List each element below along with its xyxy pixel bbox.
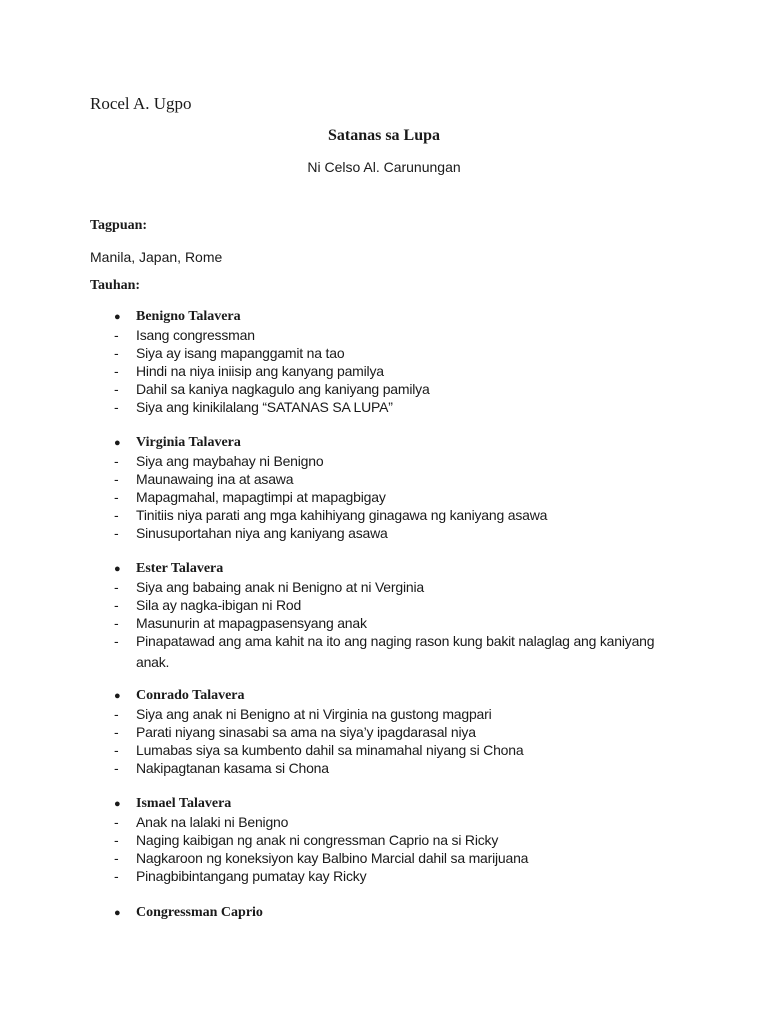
document-byline: Ni Celso Al. Carunungan [307, 159, 461, 175]
character-trait: - Nagkaroon ng koneksiyon kay Balbino Marcial dahil sa marijuana [114, 850, 529, 866]
character-name: ● Virginia Talavera [114, 435, 241, 450]
character-name: ● Ester Talavera [114, 561, 224, 576]
dash-icon: - [114, 706, 119, 722]
dash-icon: - [114, 868, 119, 884]
document-title: Satanas sa Lupa [327, 127, 441, 144]
character-trait: - Dahil sa kaniya nagkagulo ang kaniyang pamilya [114, 381, 430, 397]
character-trait: - Parati niyang sinasabi sa ama na siya’y ipagdarasal niya [114, 724, 476, 740]
character-trait: - Naging kaibigan ng anak ni congressman Caprio na si Ricky [114, 832, 499, 848]
dash-icon: - [114, 363, 119, 379]
dash-icon: - [114, 345, 119, 361]
character-trait: - Hindi na niya iniisip ang kanyang pamilya [114, 363, 384, 379]
character-trait: - Sinusuportahan niya ang kaniyang asawa [114, 525, 388, 541]
bullet-icon: ● [114, 907, 121, 919]
character-trait: - Siya ay isang mapanggamit na tao [114, 345, 345, 361]
bullet-icon: ● [114, 311, 121, 323]
dash-icon: - [114, 399, 119, 415]
dash-icon: - [114, 742, 119, 758]
dash-icon: - [114, 489, 119, 505]
character-trait: - Masunurin at mapagpasensyang anak [114, 615, 367, 631]
character-trait: - Pinagbibintangang pumatay kay Ricky [114, 868, 367, 884]
tauhan-label: Tauhan: [90, 278, 141, 293]
bullet-icon: ● [114, 563, 121, 575]
dash-icon: - [114, 453, 119, 469]
character-trait: - Pinapatawad ang ama kahit na ito ang naging rason kung bakit nalaglag ang kaniyang anak. [114, 633, 655, 670]
character-trait: - Sila ay nagka-ibigan ni Rod [114, 597, 302, 613]
dash-icon: - [114, 507, 119, 523]
character-name: ● Ismael Talavera [114, 796, 232, 811]
character-name: ● Benigno Talavera [114, 309, 241, 324]
character-trait: - Maunawaing ina at asawa [114, 471, 294, 487]
character-trait: - Siya ang kinikilalang “SATANAS SA LUPA” [114, 399, 393, 415]
dash-icon: - [114, 525, 119, 541]
character-trait: - Siya ang babaing anak ni Benigno at ni Verginia [114, 579, 424, 595]
bullet-icon: ● [114, 437, 121, 449]
dash-icon: - [114, 850, 119, 866]
dash-icon: - [114, 760, 119, 776]
dash-icon: - [114, 381, 119, 397]
author-name: Rocel A. Ugpo [90, 94, 192, 113]
dash-icon: - [114, 814, 119, 830]
dash-icon: - [114, 579, 119, 595]
dash-icon: - [114, 832, 119, 848]
dash-icon: - [114, 471, 119, 487]
character-name: ● Congressman Caprio [114, 905, 263, 920]
character-trait: - Tinitiis niya parati ang mga kahihiyang ginagawa ng kaniyang asawa [114, 507, 548, 523]
character-trait: - Siya ang maybahay ni Benigno [114, 453, 324, 469]
character-trait: - Siya ang anak ni Benigno at ni Virginia na gustong magpari [114, 706, 492, 722]
character-trait: - Lumabas siya sa kumbento dahil sa minamahal niyang si Chona [114, 742, 524, 758]
character-trait: - Anak na lalaki ni Benigno [114, 814, 289, 830]
character-trait: - Isang congressman [114, 327, 255, 343]
tagpuan-label: Tagpuan: [90, 218, 148, 233]
dash-icon: - [114, 615, 119, 631]
dash-icon: - [114, 724, 119, 740]
character-trait: - Nakipagtanan kasama si Chona [114, 760, 329, 776]
dash-icon: - [114, 327, 119, 343]
bullet-icon: ● [114, 798, 121, 810]
tagpuan-value: Manila, Japan, Rome [90, 249, 223, 265]
bullet-icon: ● [114, 690, 121, 702]
character-name: ● Conrado Talavera [114, 688, 245, 703]
character-trait: - Mapagmahal, mapagtimpi at mapagbigay [114, 489, 386, 505]
dash-icon: - [114, 597, 119, 613]
dash-icon: - [114, 633, 119, 649]
